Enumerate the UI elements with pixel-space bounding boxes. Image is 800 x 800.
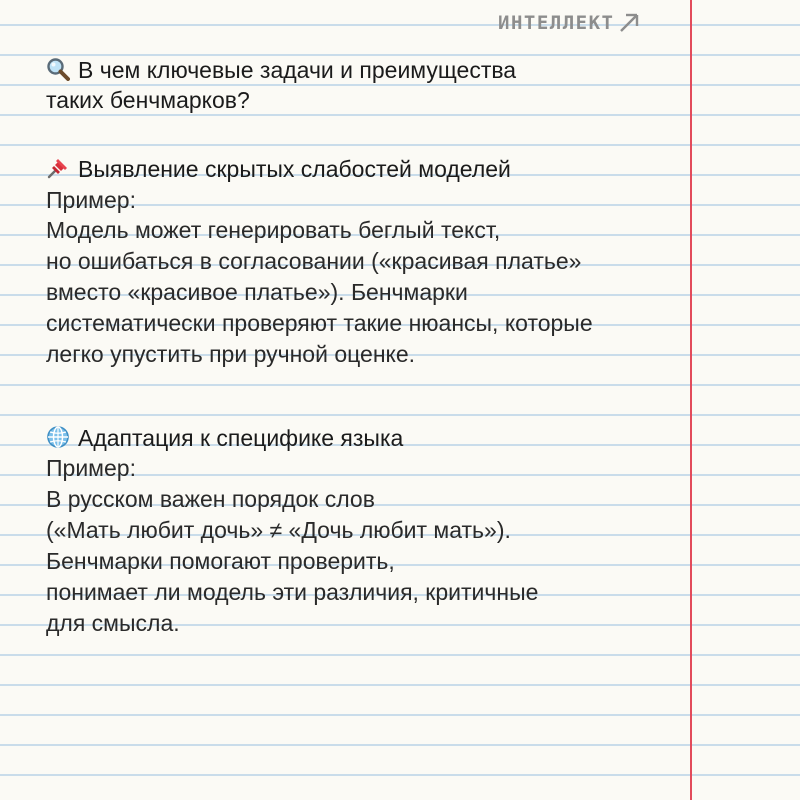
question-text-1: В чем ключевые задачи и преимущества [78,57,517,83]
section1-line-4: систематически проверяют такие нюансы, которые [46,310,593,336]
section1-line-1: Модель может генерировать беглый текст, [46,217,501,243]
section1-example-label: Пример: [46,187,136,213]
notebook-margin-line [690,0,692,800]
section2-line-2: («Мать любит дочь» ≠ «Дочь любит мать»). [46,517,511,543]
section2-line-5: для смысла. [46,610,180,636]
magnifier-icon [46,57,72,81]
section2-title-line [46,423,403,453]
section1-line-5: легко упустить при ручной оценке. [46,341,416,367]
section2-title: Адаптация к специфике языка [78,425,404,451]
section1-title: Выявление скрытых слабостей моделей [78,156,511,182]
section2-line-4: понимает ли модель эти различия, критичные [46,579,539,605]
pushpin-icon [46,156,72,180]
globe-icon [46,425,72,449]
brand-logo [498,10,640,36]
section1-line-2: но ошибаться в согласовании («красивая платье» [46,248,582,274]
arrow-icon [618,12,640,34]
section1-title-line [46,154,511,184]
section2-example-label: Пример: [46,455,136,481]
question-line-2: таких бенчмарков? [46,87,250,113]
brand-logo-text: ИНТЕЛЛЕКТ [498,12,615,34]
section2-line-1: В русском важен порядок слов [46,486,375,512]
section1-line-3: вместо «красивое платье»). Бенчмарки [46,279,468,305]
section2-line-3: Бенчмарки помогают проверить, [46,548,395,574]
question-line-1 [46,55,516,85]
